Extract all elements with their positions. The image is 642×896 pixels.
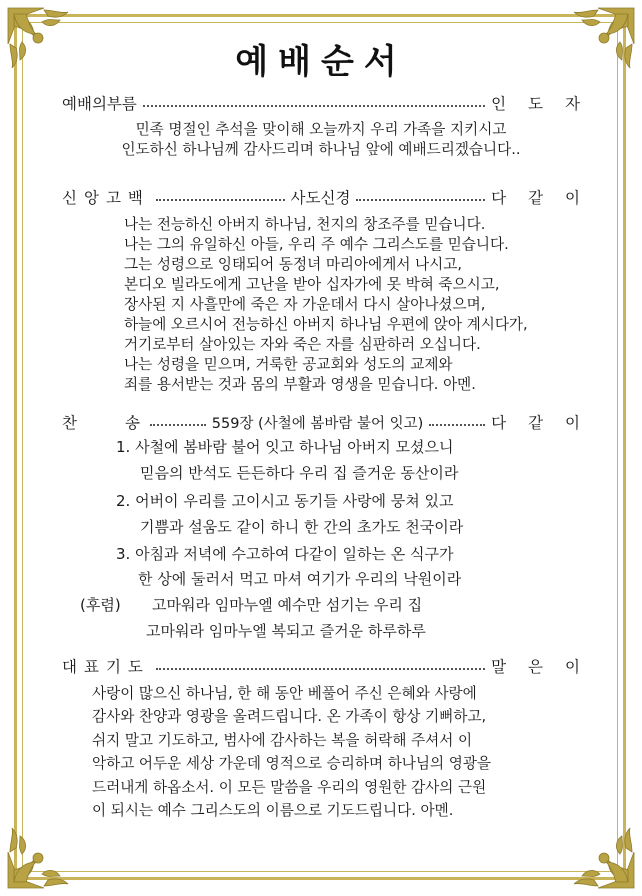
section-header-hymn — [62, 411, 603, 433]
section-header-call — [62, 92, 602, 114]
section-header-prayer — [62, 655, 602, 677]
hymn-verse-line: 2. 어버이 우리를 고이시고 동기들 사랑에 뭉쳐 있고 — [116, 492, 454, 510]
call-label: 예배의부름 — [62, 95, 137, 113]
prayer-line: 악하고 어두운 세상 가운데 영적으로 승리하며 하나님의 영광을 — [92, 755, 492, 773]
leader-dots — [429, 424, 485, 426]
creed-text — [124, 215, 528, 395]
page-title: 예배순서 — [235, 42, 407, 82]
hymn-label: 찬송 — [62, 414, 188, 432]
creed-line: 나는 성령을 믿으며, 거룩한 공교회와 성도의 교제와 — [124, 356, 453, 373]
call-text — [0, 120, 642, 160]
prayer-label: 대표기도 — [62, 658, 150, 676]
leader-dots — [150, 424, 206, 426]
hymn-verse-line: 1. 사철에 봄바람 불어 잇고 하나님 아버지 모셨으니 — [116, 438, 454, 456]
prayer-line: 쉬지 말고 기도하고, 범사에 감사하는 복을 허락해 주셔서 이 — [92, 731, 473, 749]
creed-line: 하늘에 오르시어 전능하신 아버지 하나님 우편에 앉아 계시다가, — [124, 316, 528, 333]
refrain-line: 고마워라 임마누엘 예수만 섬기는 우리 집 — [152, 596, 423, 614]
call-line: 인도하신 하나님께 감사드리며 하나님 앞에 예배드리겠습니다.. — [121, 141, 521, 158]
prayer-line: 드러내게 하옵소서. 이 모든 말씀을 우리의 영원한 감사의 근원 — [92, 778, 487, 796]
leader-dots — [156, 668, 485, 670]
leader-dots — [156, 199, 285, 201]
prayer-line: 사랑이 많으신 하나님, 한 해 동안 베풀어 주신 은혜와 사랑에 — [92, 685, 477, 702]
corner-ornament-bottom-right — [560, 814, 638, 892]
leader-dots — [356, 199, 485, 201]
section-header-creed — [62, 186, 603, 208]
refrain-line: 고마워라 임마누엘 복되고 즐거운 하루하루 — [146, 622, 426, 640]
creed-line: 장사된 지 사흘만에 죽은 자 가운데서 다시 살아나셨으며, — [124, 296, 486, 313]
creed-line: 죄를 용서받는 것과 몸의 부활과 영생을 믿습니다. 아멘. — [124, 376, 476, 393]
refrain-label: (후렴) — [80, 596, 121, 614]
prayer-text — [92, 682, 491, 822]
call-line: 민족 명절인 추석을 맞이해 오늘까지 우리 가족을 지키시고 — [135, 121, 507, 138]
prayer-line: 감사와 찬양과 영광을 올려드립니다. 온 가족이 항상 기뻐하고, — [92, 708, 487, 726]
creed-line: 그는 성령으로 잉태되어 동정녀 마리아에게서 나시고, — [124, 256, 462, 273]
creed-label: 신앙고백 — [62, 189, 150, 207]
hymn-title: 559장 (사철에 봄바람 불어 잇고) — [211, 415, 424, 432]
hymn-verse-line: 기쁨과 설움도 같이 하니 한 간의 초가도 천국이라 — [140, 518, 464, 536]
call-leader: 인도자 — [491, 95, 602, 113]
creed-leader: 다같이 — [491, 189, 603, 207]
hymn-verse-line: 3. 아침과 저녁에 수고하여 다같이 일하는 온 식구가 — [116, 545, 454, 563]
corner-ornament-bottom-left — [4, 814, 82, 892]
leader-dots — [143, 105, 485, 107]
creed-line: 나는 그의 유일하신 아들, 우리 주 예수 그리스도를 믿습니다. — [124, 236, 509, 253]
creed-line: 거기로부터 살아있는 자와 죽은 자를 심판하러 오십니다. — [124, 336, 481, 353]
hymn-leader: 다같이 — [491, 414, 603, 432]
prayer-leader: 말은이 — [491, 658, 602, 676]
hymn-verse-line: 한 상에 둘러서 먹고 마셔 여기가 우리의 낙원이라 — [138, 570, 462, 588]
creed-title: 사도신경 — [290, 189, 351, 207]
creed-line: 나는 전능하신 아버지 하나님, 천지의 창조주를 믿습니다. — [124, 216, 486, 233]
prayer-line: 이 되시는 예수 그리스도의 이름으로 기도드립니다. 아멘. — [92, 802, 454, 820]
hymn-verse-line: 믿음의 반석도 든든하다 우리 집 즐거운 동산이라 — [140, 464, 459, 482]
creed-line: 본디오 빌라도에게 고난을 받아 십자가에 못 박혀 죽으시고, — [124, 276, 500, 293]
